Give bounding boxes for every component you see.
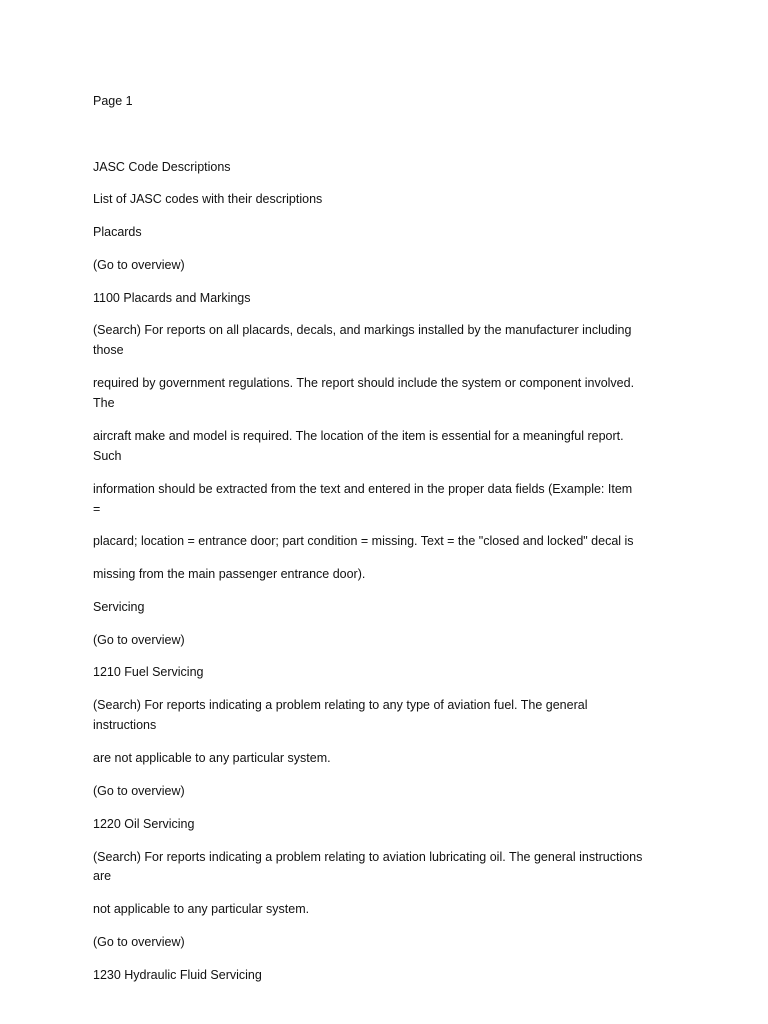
overview-link[interactable]: (Go to overview): [93, 633, 185, 647]
text-line: are: [93, 869, 112, 883]
text-line: Such: [93, 449, 122, 463]
code-heading-1210: 1210 Fuel Servicing: [93, 665, 204, 679]
text-line: The: [93, 396, 115, 410]
text-line: not applicable to any particular system.: [93, 902, 310, 916]
text-line: aircraft make and model is required. The location of the item is essential for a meaningful report.: [93, 429, 624, 443]
text-line: instructions: [93, 718, 157, 732]
text-line: required by government regulations. The report should include the system or component involved.: [93, 376, 635, 390]
overview-link[interactable]: (Go to overview): [93, 258, 185, 272]
text-line: information should be extracted from the text and entered in the proper data fields (Example: Item: [93, 482, 633, 496]
document-title: JASC Code Descriptions: [93, 160, 231, 174]
text-line: placard; location = entrance door; part condition = missing. Text = the "closed and locked" decal is: [93, 534, 634, 548]
code-heading-1100: 1100 Placards and Markings: [93, 291, 251, 305]
text-line: (Search) For reports indicating a problem relating to aviation lubricating oil. The general instructions: [93, 850, 643, 864]
code-heading-1220: 1220 Oil Servicing: [93, 817, 195, 831]
text-line: are not applicable to any particular system.: [93, 751, 331, 765]
text-line: (Search) For reports indicating a problem relating to any type of aviation fuel. The general: [93, 698, 588, 712]
code-heading-1230: 1230 Hydraulic Fluid Servicing: [93, 968, 262, 982]
text-line: =: [93, 502, 101, 516]
document-subtitle: List of JASC codes with their descriptions: [93, 192, 323, 206]
text-line: missing from the main passenger entrance door).: [93, 567, 366, 581]
text-line: (Search) For reports on all placards, decals, and markings installed by the manufacturer including: [93, 323, 632, 337]
overview-link[interactable]: (Go to overview): [93, 784, 185, 798]
overview-link[interactable]: (Go to overview): [93, 935, 185, 949]
section-heading-placards: Placards: [93, 225, 142, 239]
text-line: those: [93, 343, 124, 357]
section-heading-servicing: Servicing: [93, 600, 145, 614]
page-number: Page 1: [93, 94, 133, 108]
